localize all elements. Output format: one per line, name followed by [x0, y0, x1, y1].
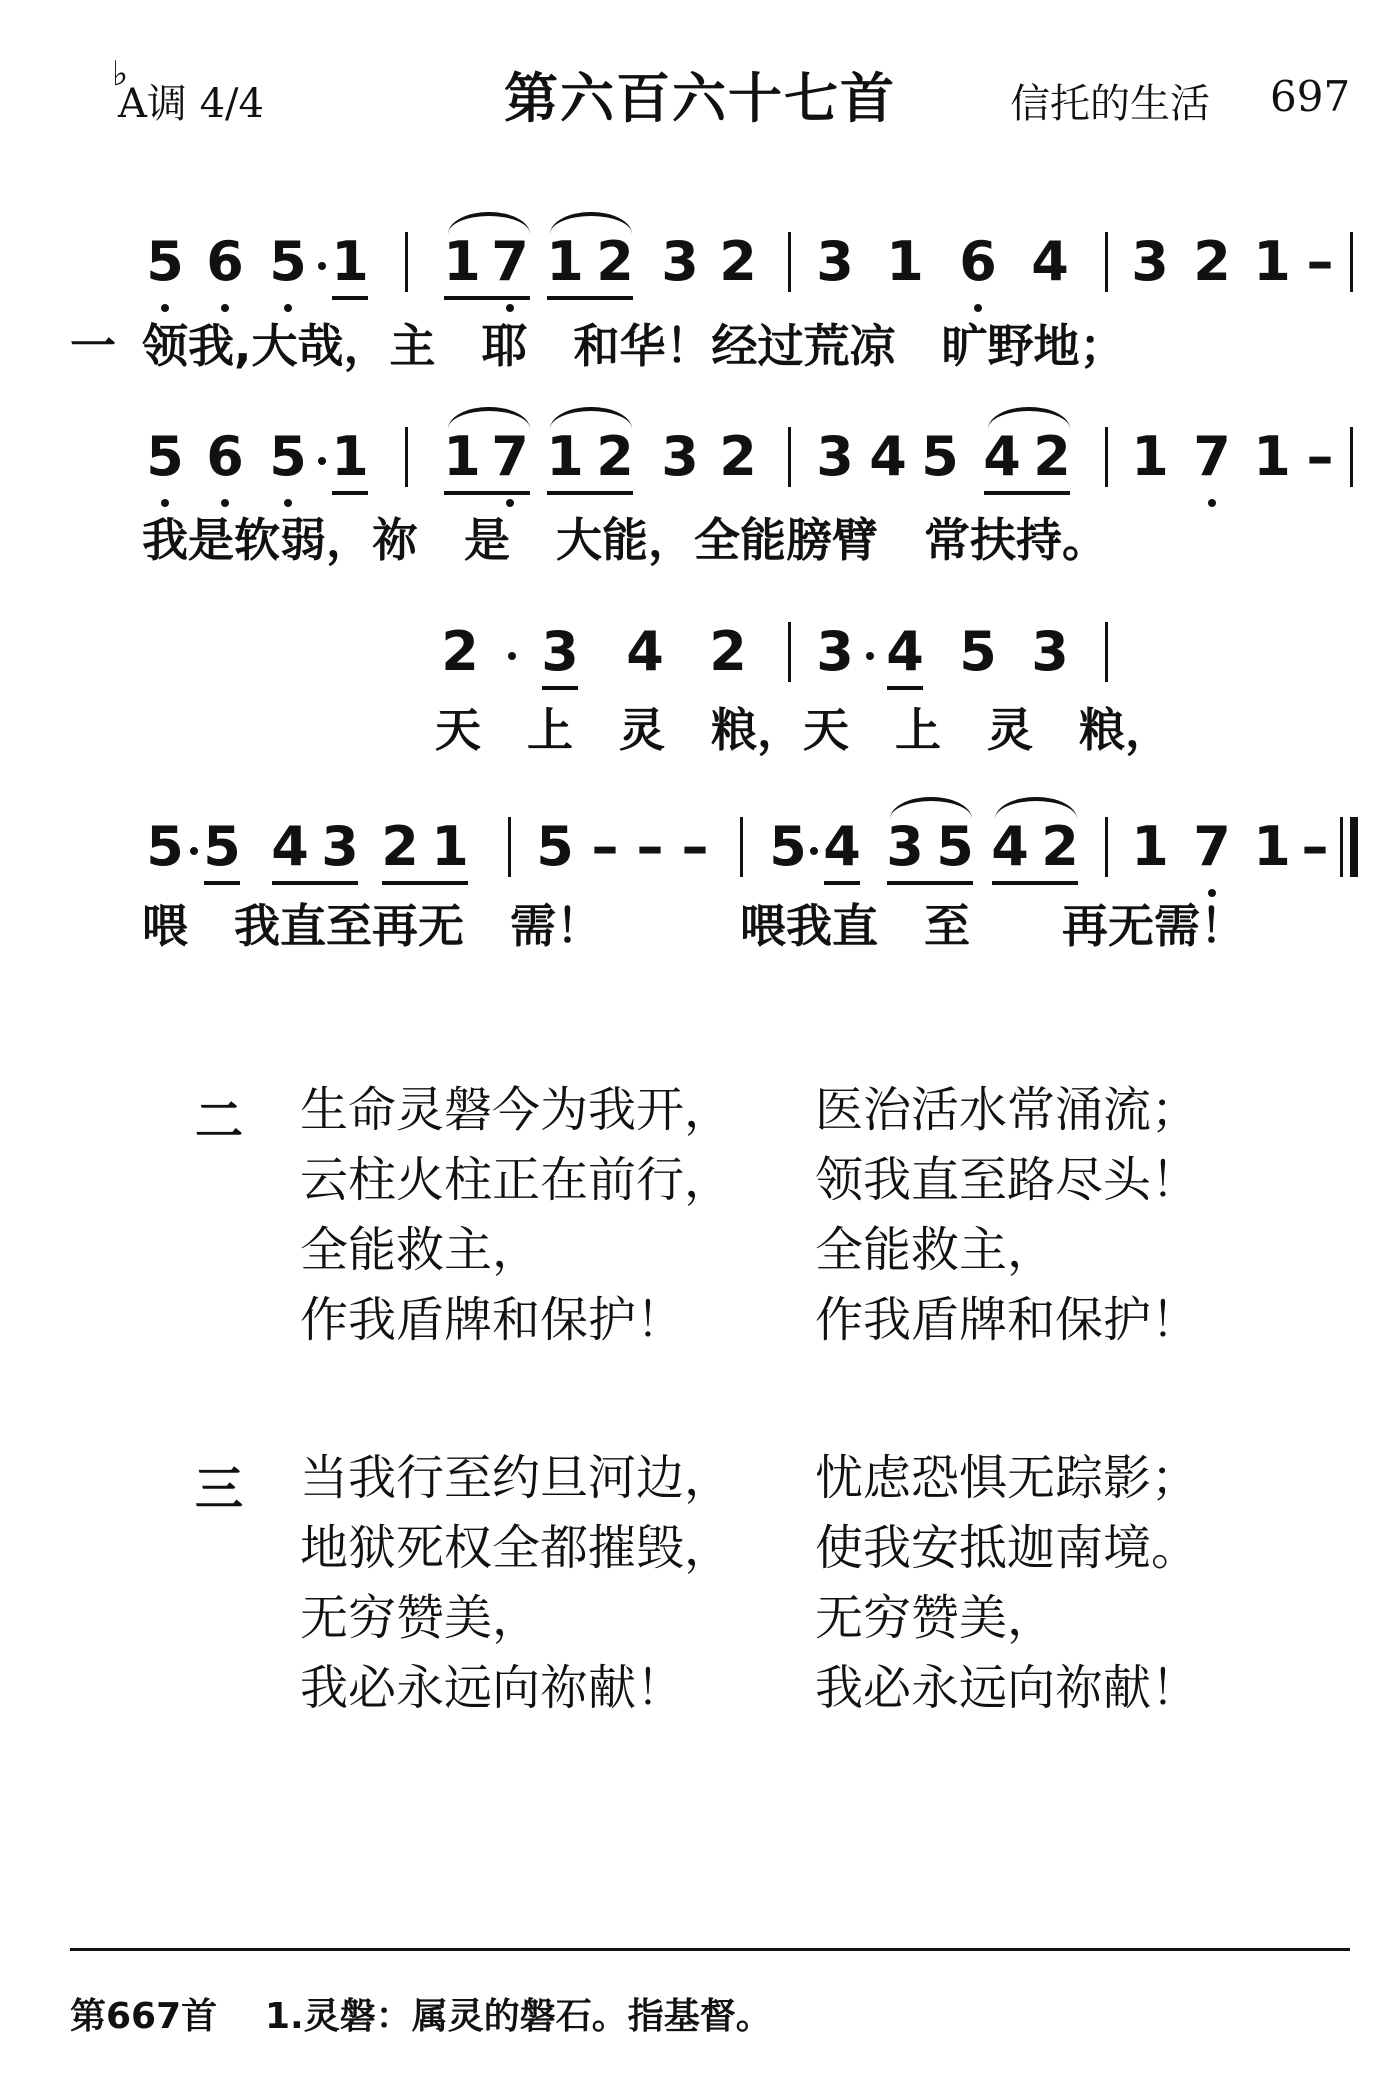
note: 3 — [1031, 620, 1069, 683]
note: 5 — [146, 815, 184, 878]
note: 5 — [959, 620, 997, 683]
note: 7 — [1193, 425, 1231, 488]
verse-line: 我必永远向祢献！ — [300, 1660, 685, 1716]
slur — [890, 797, 972, 819]
bar-line — [1105, 817, 1108, 877]
lyric-line: 喂 我直至再无 需！ 喂我直 至 再无需！ — [142, 899, 1246, 953]
note: 2 — [1193, 230, 1231, 293]
verse-line: 全能救主， — [815, 1222, 1056, 1278]
verse-line: 领我直至路尽头！ — [815, 1152, 1200, 1208]
note: 4 — [869, 425, 907, 488]
note: 3 — [1131, 230, 1169, 293]
note: 7 — [491, 425, 529, 488]
augmentation-dot — [190, 847, 198, 855]
bar-line — [788, 232, 791, 292]
note: 2 — [596, 425, 634, 488]
note: 4 — [991, 815, 1029, 878]
note: 1 — [443, 230, 481, 293]
slur — [988, 407, 1070, 429]
note: 5 — [269, 230, 307, 293]
verse-number: 二 — [195, 1093, 244, 1149]
eighth-beam — [992, 881, 1078, 885]
bar-line — [1105, 232, 1108, 292]
octave-dot — [506, 499, 514, 507]
verse-line: 无穷赞美， — [300, 1590, 541, 1646]
note: 4 — [886, 620, 924, 683]
note: 5 — [269, 425, 307, 488]
bar-line — [1105, 427, 1108, 487]
eighth-beam — [204, 881, 240, 885]
note: 2 — [381, 815, 419, 878]
note: 5 — [203, 815, 241, 878]
footnote-text: 1.灵磐：属灵的磐石。指基督。 — [265, 1996, 772, 2037]
eighth-beam — [542, 686, 578, 690]
slur — [448, 407, 530, 429]
note: 3 — [816, 230, 854, 293]
verse-number: 一 — [70, 319, 116, 373]
note: 4 — [983, 425, 1021, 488]
note: 2 — [596, 230, 634, 293]
note: 1 — [443, 425, 481, 488]
augmentation-dot — [866, 652, 874, 660]
note: 1 — [546, 425, 584, 488]
bar-line — [1350, 232, 1353, 292]
verse-line: 医治活水常涌流； — [815, 1082, 1200, 1138]
note: 6 — [959, 230, 997, 293]
bar-line — [405, 427, 408, 487]
note: 1 — [546, 230, 584, 293]
eighth-beam — [332, 491, 368, 495]
octave-dot — [161, 499, 169, 507]
bar-line — [1105, 622, 1108, 682]
note: 1 — [1131, 425, 1169, 488]
note: – — [1301, 815, 1329, 878]
note: 5 — [536, 815, 574, 878]
bar-line — [508, 817, 511, 877]
note: 1 — [1253, 230, 1291, 293]
eighth-beam — [824, 881, 860, 885]
note: – — [591, 815, 619, 878]
footnote-divider — [70, 1948, 1350, 1951]
verse-line: 使我安抵迦南境。 — [815, 1520, 1200, 1576]
verse-line: 忧虑恐惧无踪影； — [815, 1450, 1200, 1506]
note: 5 — [921, 425, 959, 488]
note: 2 — [709, 620, 747, 683]
verse-line: 无穷赞美， — [815, 1590, 1056, 1646]
bar-line — [405, 232, 408, 292]
bar-line — [788, 622, 791, 682]
eighth-beam — [547, 491, 633, 495]
note: 1 — [886, 230, 924, 293]
flat-sign: ♭ — [112, 54, 129, 94]
key-text: A调 4/4 — [118, 81, 264, 127]
note: 3 — [321, 815, 359, 878]
verse-line: 作我盾牌和保护！ — [815, 1292, 1200, 1348]
octave-dot — [1208, 499, 1216, 507]
eighth-beam — [444, 491, 530, 495]
note: 3 — [886, 815, 924, 878]
note: 3 — [816, 620, 854, 683]
slur — [448, 212, 530, 234]
note: 4 — [626, 620, 664, 683]
octave-dot — [506, 304, 514, 312]
note: 4 — [271, 815, 309, 878]
note: 6 — [206, 230, 244, 293]
eighth-beam — [887, 881, 973, 885]
hymn-title: 第六百六十七首 — [504, 67, 896, 130]
hymn-category: 信托的生活 — [1010, 81, 1210, 127]
note: 1 — [431, 815, 469, 878]
eighth-beam — [272, 881, 358, 885]
bar-line — [788, 427, 791, 487]
eighth-beam — [547, 296, 633, 300]
lyric-line: 天 上 灵 粮，天 上 灵 粮， — [435, 703, 1171, 757]
octave-dot — [161, 304, 169, 312]
note: 1 — [331, 425, 369, 488]
note: 2 — [1033, 425, 1071, 488]
bar-line — [1350, 427, 1353, 487]
eighth-beam — [984, 491, 1070, 495]
lyric-line: 领我,大哉，主 耶 和华！经过荒凉 旷野地； — [142, 319, 1126, 373]
verse-line: 生命灵磐今为我开， — [300, 1082, 733, 1138]
note: 2 — [719, 230, 757, 293]
final-bar-line — [1340, 817, 1343, 877]
footnote-label: 第667首 — [70, 1996, 218, 2037]
note: 2 — [441, 620, 479, 683]
verse-line: 我必永远向祢献！ — [815, 1660, 1200, 1716]
octave-dot — [284, 499, 292, 507]
note: 1 — [1253, 425, 1291, 488]
lyric-line: 我是软弱，祢 是 大能，全能膀臂 常扶持。 — [142, 513, 1108, 567]
note: – — [1306, 230, 1334, 293]
verse-line: 作我盾牌和保护！ — [300, 1292, 685, 1348]
note: – — [636, 815, 664, 878]
augmentation-dot — [508, 652, 516, 660]
note: 3 — [661, 425, 699, 488]
note: – — [1306, 425, 1334, 488]
note: 1 — [331, 230, 369, 293]
octave-dot — [284, 304, 292, 312]
verse-line: 当我行至约旦河边， — [300, 1450, 733, 1506]
note: 5 — [146, 230, 184, 293]
eighth-beam — [887, 686, 923, 690]
note: 6 — [206, 425, 244, 488]
final-bar-line-thick — [1350, 817, 1358, 877]
octave-dot — [221, 304, 229, 312]
note: 4 — [823, 815, 861, 878]
augmentation-dot — [810, 847, 818, 855]
slur — [550, 407, 632, 429]
note: – — [681, 815, 709, 878]
note: 7 — [1193, 815, 1231, 878]
augmentation-dot — [318, 457, 326, 465]
note: 3 — [816, 425, 854, 488]
verse-line: 全能救主， — [300, 1222, 541, 1278]
augmentation-dot — [318, 262, 326, 270]
bar-line — [740, 817, 743, 877]
eighth-beam — [444, 296, 530, 300]
note: 3 — [661, 230, 699, 293]
note: 5 — [936, 815, 974, 878]
note: 4 — [1031, 230, 1069, 293]
octave-dot — [221, 499, 229, 507]
octave-dot — [1208, 889, 1216, 897]
page-number: 697 — [1270, 72, 1351, 121]
note: 5 — [769, 815, 807, 878]
note: 2 — [1041, 815, 1079, 878]
octave-dot — [974, 304, 982, 312]
verse-number: 三 — [195, 1461, 244, 1517]
note: 3 — [541, 620, 579, 683]
eighth-beam — [382, 881, 468, 885]
verse-line: 地狱死权全都摧毁， — [300, 1520, 733, 1576]
note: 7 — [491, 230, 529, 293]
slur — [995, 797, 1077, 819]
verse-line: 云柱火柱正在前行， — [300, 1152, 733, 1208]
slur — [550, 212, 632, 234]
note: 2 — [719, 425, 757, 488]
eighth-beam — [332, 296, 368, 300]
note: 1 — [1253, 815, 1291, 878]
note: 5 — [146, 425, 184, 488]
note: 1 — [1131, 815, 1169, 878]
